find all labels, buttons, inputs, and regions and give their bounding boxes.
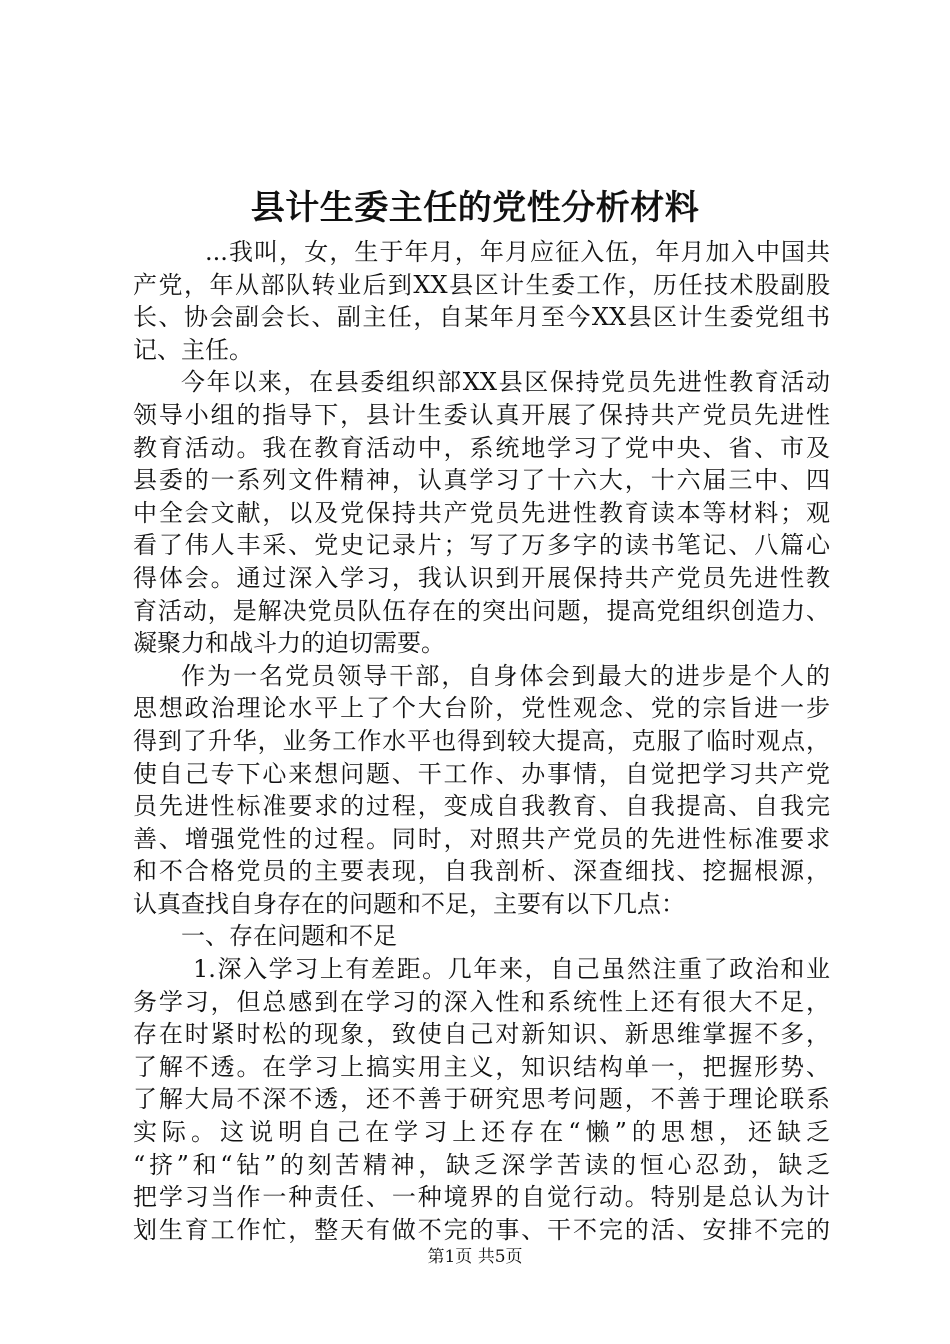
text-line: 认真查找自身存在的问题和不足，主要有以下几点：	[133, 889, 685, 918]
text-line: 把学习当作一种责任、一种境界的自觉行动。特别是总认为计	[133, 1183, 830, 1212]
document-body	[133, 236, 830, 1246]
text-line: 存在时紧时松的现象，致使自己对新知识、新思维掌握不多，	[133, 1020, 830, 1049]
text-line: 员先进性标准要求的过程，变成自我教育、自我提高、自我完	[133, 792, 830, 821]
text-line: 得到了升华，业务工作水平也得到较大提高，克服了临时观点，	[133, 726, 830, 755]
document-title: 县计生委主任的党性分析材料	[250, 188, 700, 228]
text-line: 县委的一系列文件精神，认真学习了十六大，十六届三中、四	[133, 466, 830, 495]
text-line: 善、增强党性的过程。同时，对照共产党员的先进性标准要求	[133, 824, 830, 853]
text-line: 划生育工作忙，整天有做不完的事、干不完的活、安排不完的	[133, 1215, 830, 1244]
text-line: 长、协会副会长、副主任，自某年月至今XX县区计生委党组书	[133, 303, 830, 332]
text-line: 思想政治理论水平上了个大台阶，党性观念、党的宗旨进一步	[133, 694, 830, 723]
text-line: 和不合格党员的主要表现，自我剖析、深查细找、挖掘根源，	[133, 857, 830, 886]
page-footer: 第1页 共5页	[427, 1247, 523, 1267]
text-line: 教育活动。我在教育活动中，系统地学习了党中央、省、市及	[133, 433, 830, 462]
text-line: 1.深入学习上有差距。几年来，自己虽然注重了政治和业	[193, 955, 830, 984]
text-line: 凝聚力和战斗力的迫切需要。	[133, 629, 445, 658]
text-line: 得体会。通过深入学习，我认识到开展保持共产党员先进性教	[133, 563, 830, 592]
text-line: 产党，年从部队转业后到XX县区计生委工作，历任技术股副股	[133, 270, 830, 299]
text-line: 育活动，是解决党员队伍存在的突出问题，提高党组织创造力、	[133, 596, 830, 625]
text-line: 务学习，但总感到在学习的深入性和系统性上还有很大不足，	[133, 987, 830, 1016]
text-line: 实际。这说明自己在学习上还存在“懒”的思想，还缺乏	[133, 1118, 830, 1147]
text-line: 一、存在问题和不足	[181, 922, 397, 951]
text-line: 作为一名党员领导干部，自身体会到最大的进步是个人的	[181, 661, 830, 690]
text-line: ...我叫，女，生于年月，年月应征入伍，年月加入中国共	[205, 238, 830, 266]
text-line: 使自己专下心来想问题、干工作、办事情，自觉把学习共产党	[133, 759, 830, 788]
text-line: 记、主任。	[133, 335, 253, 364]
text-line: “挤”和“钻”的刻苦精神，缺乏深学苦读的恒心忍劲，缺乏	[133, 1150, 830, 1179]
text-line: 今年以来，在县委组织部XX县区保持党员先进性教育活动	[181, 368, 830, 397]
text-line: 看了伟人丰采、党史记录片；写了万多字的读书笔记、八篇心	[133, 531, 830, 560]
text-line: 了解大局不深不透，还不善于研究思考问题，不善于理论联系	[133, 1085, 830, 1114]
text-line: 了解不透。在学习上搞实用主义，知识结构单一，把握形势、	[133, 1052, 830, 1081]
text-line: 领导小组的指导下，县计生委认真开展了保持共产党员先进性	[133, 400, 830, 429]
text-line: 中全会文献，以及党保持共产党员先进性教育读本等材料；观	[133, 498, 830, 527]
